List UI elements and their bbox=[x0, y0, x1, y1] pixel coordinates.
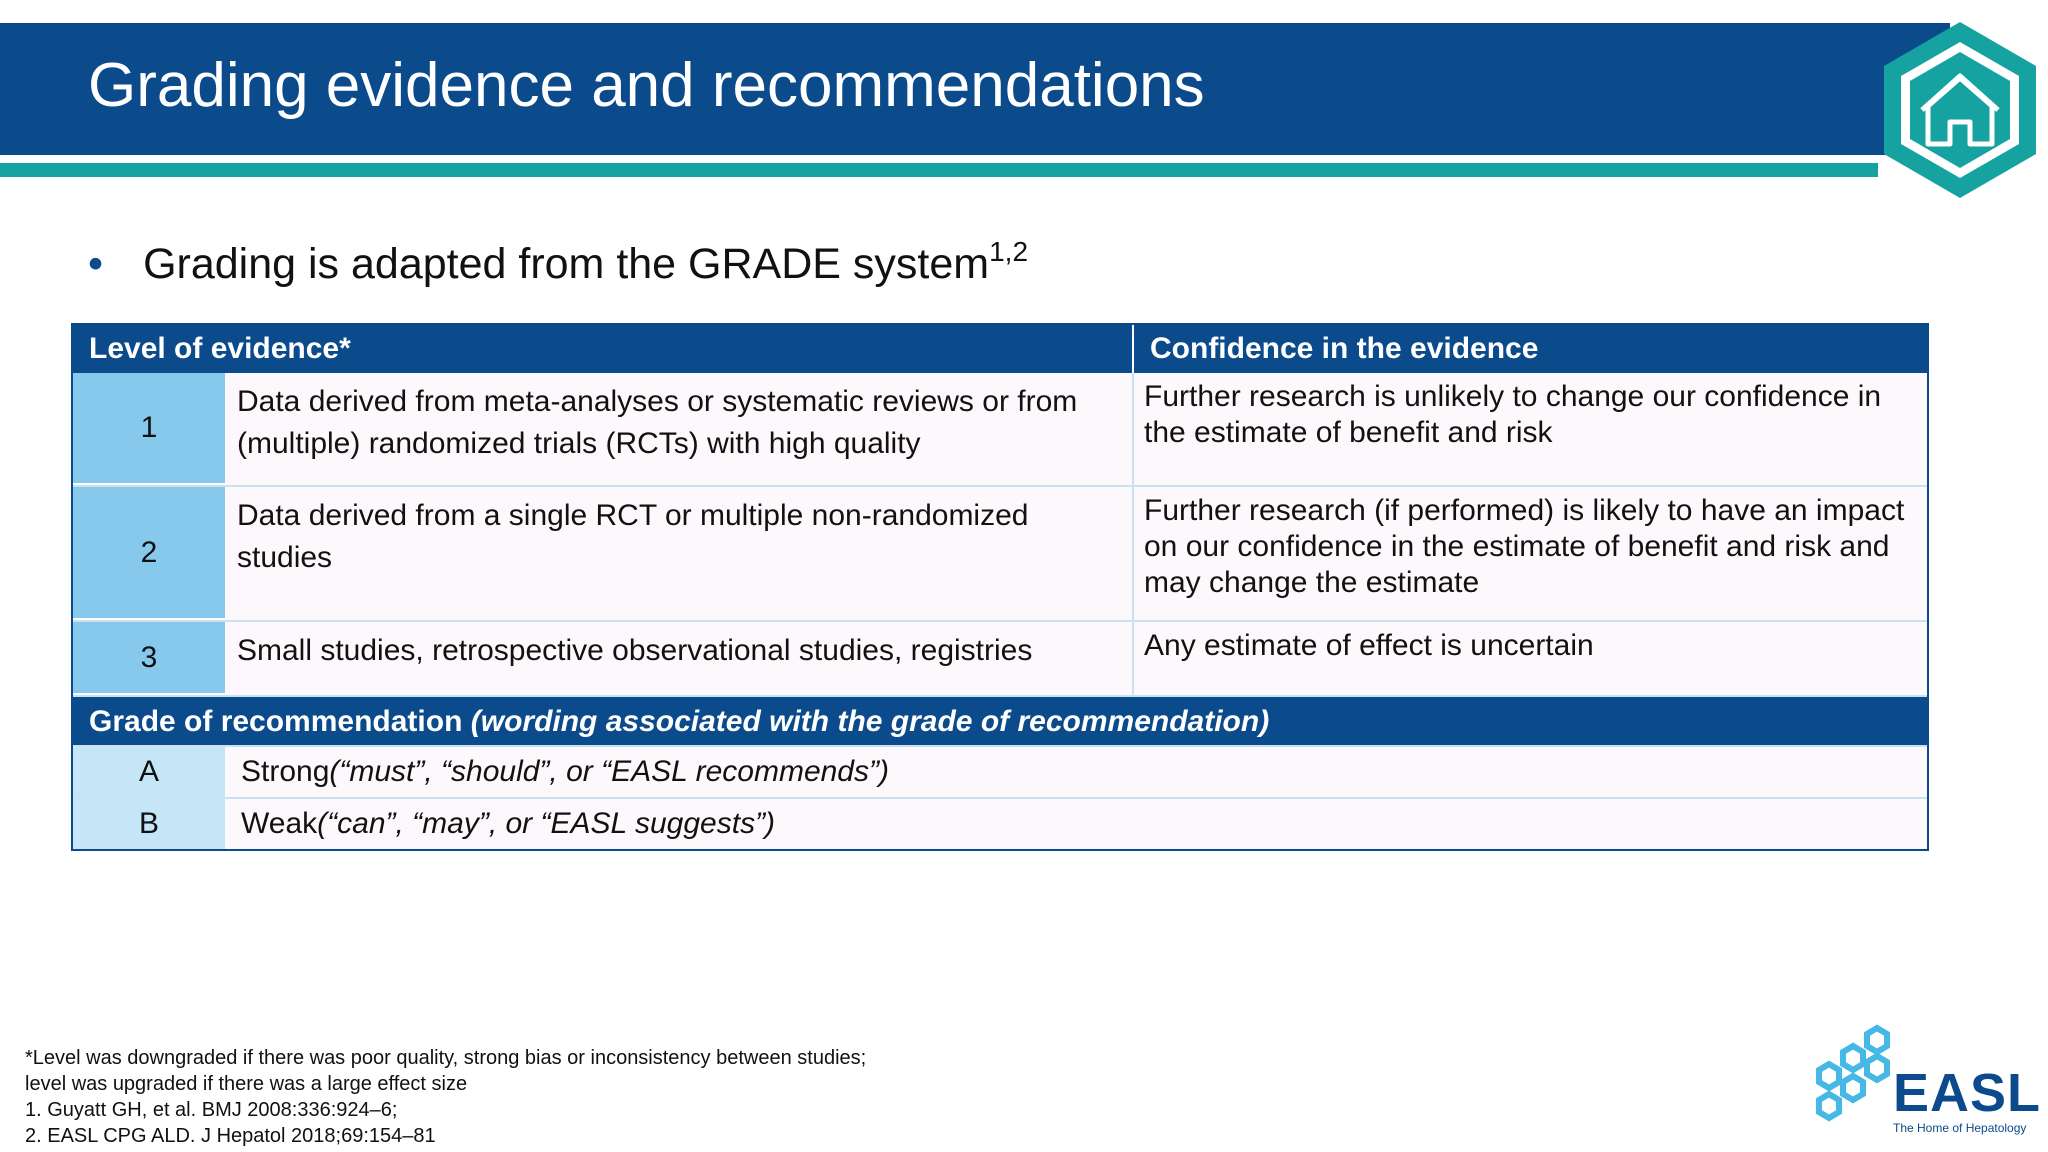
footnote-line: 2. EASL CPG ALD. J Hepatol 2018;69:154–81 bbox=[25, 1125, 436, 1147]
recommendation-row bbox=[73, 745, 1927, 797]
recommendation-text bbox=[225, 799, 1927, 849]
recommendation-row bbox=[73, 797, 1927, 849]
home-button[interactable] bbox=[1870, 20, 2048, 200]
evidence-confidence: Further research (if performed) is likely to have an impact on our confidence in the estimate of benefit and risk and may change the estimate bbox=[1144, 494, 1905, 599]
evidence-header-row bbox=[73, 325, 1927, 373]
evidence-row bbox=[73, 373, 1927, 487]
easl-tagline: The Home of Hepatology bbox=[1893, 1121, 2027, 1135]
level-of-evidence-header: Level of evidence* bbox=[73, 325, 1134, 373]
evidence-description: Data derived from meta-analyses or systematic reviews or from (multiple) randomized trials (RCTs) with high quality bbox=[225, 373, 1134, 485]
home-icon bbox=[1870, 20, 2048, 200]
footnote-line: 1. Guyatt GH, et al. BMJ 2008:336:924–6; bbox=[25, 1099, 398, 1121]
evidence-description: Small studies, retrospective observational studies, registries bbox=[225, 622, 1134, 695]
footnote-line: level was upgraded if there was a large effect size bbox=[25, 1073, 468, 1095]
bullet-dot: • bbox=[88, 240, 104, 288]
page-title: Grading evidence and recommendations bbox=[88, 51, 1205, 120]
evidence-level: 1 bbox=[73, 373, 225, 485]
evidence-level: 3 bbox=[73, 622, 225, 695]
evidence-confidence: Further research is unlikely to change our confidence in the estimate of benefit and risk bbox=[1144, 380, 1882, 449]
bullet-text: Grading is adapted from the GRADE system bbox=[143, 240, 990, 288]
footnotes bbox=[25, 1045, 866, 1149]
recommendation-header-note: (wording associated with the grade of recommendation) bbox=[470, 705, 1270, 738]
evidence-row bbox=[73, 622, 1927, 697]
recommendation-header-row bbox=[73, 697, 1927, 745]
evidence-level: 2 bbox=[73, 487, 225, 620]
confidence-header: Confidence in the evidence bbox=[1150, 332, 1539, 365]
bullet-point bbox=[88, 236, 1029, 289]
recommendation-grade: B bbox=[73, 799, 225, 849]
recommendation-wording: (“must”, “should”, or “EASL recommends”) bbox=[329, 755, 889, 788]
recommendation-header: Grade of recommendation bbox=[89, 705, 463, 738]
recommendation-label: Weak bbox=[241, 807, 318, 840]
easl-wordmark: EASL bbox=[1893, 1063, 2042, 1123]
recommendation-text bbox=[225, 747, 1927, 797]
grading-table bbox=[71, 323, 1929, 851]
evidence-row bbox=[73, 487, 1927, 622]
recommendation-wording: (“can”, “may”, or “EASL suggests”) bbox=[317, 807, 776, 840]
evidence-confidence: Any estimate of effect is uncertain bbox=[1144, 629, 1594, 662]
recommendation-label: Strong bbox=[241, 755, 330, 788]
bullet-superscript: 1,2 bbox=[989, 236, 1029, 267]
footnote-line: *Level was downgraded if there was poor quality, strong bias or inconsistency between studies; bbox=[25, 1047, 867, 1069]
header-stripe bbox=[0, 163, 1878, 177]
evidence-description: Data derived from a single RCT or multiple non-randomized studies bbox=[225, 487, 1134, 620]
recommendation-grade: A bbox=[73, 747, 225, 797]
